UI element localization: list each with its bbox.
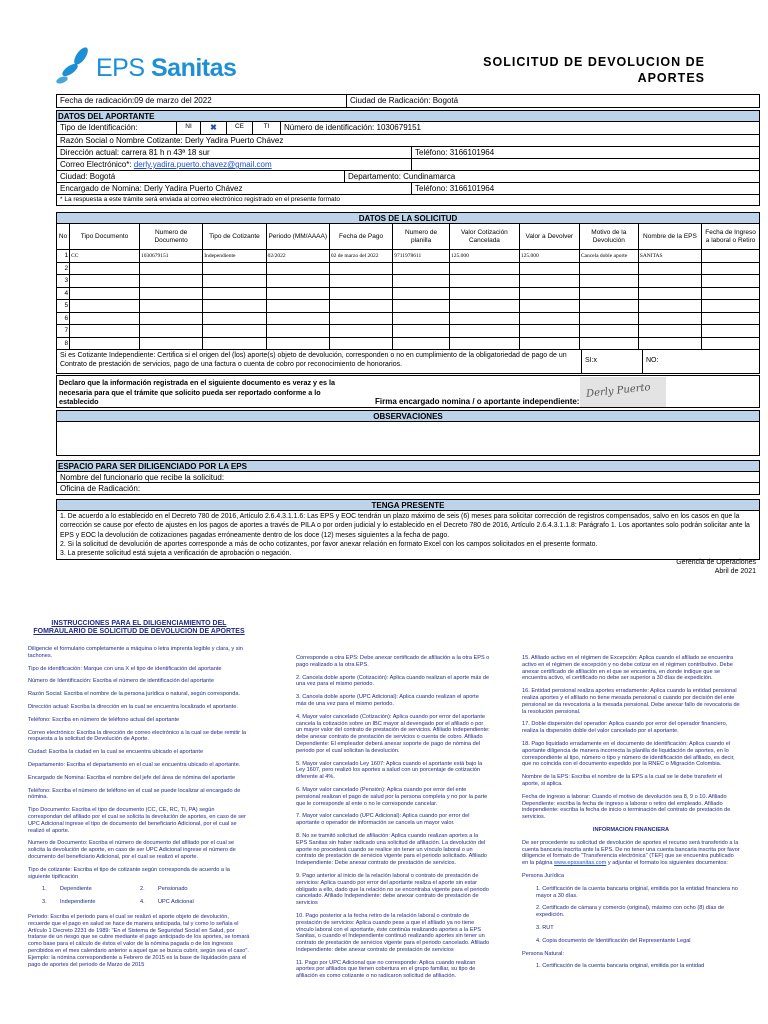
instruction-paragraph: Dirección actual: Escriba la dirección en la cual se encuentra localizado el aportante. [28, 703, 238, 710]
declaracion-text: Declaro que la información registrada en el siguiente documento es veraz y es la necesaria para que el trámite que solicito pueda ser reportado conforme a lo establecido [59, 378, 336, 406]
instruction-paragraph: Teléfono: Escriba en número de teléfono actual del aportante [28, 716, 180, 723]
table-cell-cotizante[interactable] [203, 275, 266, 288]
radicacion-box [56, 94, 760, 108]
table-cell-ingreso[interactable] [702, 325, 760, 338]
table-cell-tipo[interactable]: CC [70, 250, 140, 263]
table-cell-tipo[interactable] [70, 262, 140, 275]
table-cell-fecha[interactable] [329, 287, 392, 300]
table-cell-no: 3 [57, 275, 70, 288]
table-cell-periodo[interactable] [266, 275, 329, 288]
table-cell-eps[interactable] [638, 337, 701, 350]
firma-label: Firma encargado nomina / o aportante independiente: [375, 397, 580, 406]
tipo-cotizante-item: 2. [140, 886, 145, 893]
instruction-paragraph: 9. Pago anterior al inicio de la relación laboral o contrato de prestación de servicios: Aplica cuando por error del aportante realiza el aporte sin estar obligado a ello, dado que la relación no se encontraba vigente para el periodo cancelado. Afiliado Independiente: debe anexar contrato de prestación de servicios [296, 872, 489, 907]
tipo-cotizante-item: Independiente [60, 899, 96, 906]
instruction-paragraph: 11. Pago por UPC Adicional que no corresponde: Aplica cuando realizan aportes por afiliados que tienen cobertura en el grupo familiar, su tipo de afiliación es como cotizante o no radicaron solicitud de afiliación. [296, 959, 476, 980]
table-cell-periodo[interactable] [266, 287, 329, 300]
table-cell-motivo[interactable] [579, 287, 638, 300]
tenga-presente-box [56, 499, 760, 560]
instruction-paragraph: Corresponde a otra EPS: Debe anexar certificado de afiliación a la otra EPS o pago realizado a la otra EPS. [296, 655, 490, 668]
instrucciones-title: INSTRUCCIONES PARA EL DILIGENCIAMIENTO DEL FOMRAULARIO DE SOLICITUD DE DEVOLUCIÓN DE APORTES [33, 620, 245, 635]
instruction-paragraph: 4. Mayor valor cancelado (Cotización): Aplica cuando por error del aportante cancela la cotización sobre un IBC mayor al devengado por el afiliado o por un mayor valor del contrato de prestación de servicios. Afiliado Independiente: debe anexar contrato de prestación de servicios o cuenta de cobro. Afiliado Dependiente: El empleador deberá anexar soporte de pago de nómina del periodo por el cual solicitan la devolución. [296, 713, 490, 754]
instruction-paragraph: 2. Certificado de cámara y comercio (original), máximo con ocho (8) días de expedición. [536, 905, 725, 919]
table-cell-tipo[interactable] [70, 337, 140, 350]
table-cell-no: 6 [57, 312, 70, 325]
table-cell-fecha[interactable] [329, 337, 392, 350]
tenga-presente-header: TENGA PRESENTE [57, 500, 759, 511]
table-cell-no: 4 [57, 287, 70, 300]
instruction-paragraph: Departamento: Escriba el departamento en el cual se encuentra ubicado el aportante. [28, 761, 241, 768]
instruction-paragraph: Teléfono: Escriba el número de teléfono en el cual se puede localizar al encargado de nómina. [28, 787, 241, 801]
tipo-cotizante-item: UPC Adicional [158, 899, 194, 906]
instruction-paragraph: Tipo Documento: Escriba el tipo de documento (CC, CE, RC, TI, PA) según correspondan del afiliado por el cual se solicita la devolución de aportes, en caso de ser UPC Adicional ingrese el tipo de documento del beneficiario Adicional, por el cual se realizó el aporte. [28, 807, 246, 834]
instruction-paragraph: Encargado de Nomina: Escriba el nombre del jefe del área de nómina del aportante [28, 774, 236, 781]
instruction-paragraph: 3. Cancela doble aporte (UPC Adicional): Aplica cuando realizan el aporte más de una vez para el mismo periodo. [296, 694, 479, 707]
table-cell-valor_cot[interactable] [449, 325, 519, 338]
table-row [57, 312, 760, 325]
table-cell-ingreso[interactable] [702, 275, 760, 288]
tipo-cotizante-item: 4. [140, 899, 145, 906]
instruction-paragraph: Tipo de identificación: Marque con una X el tipo de identificación del aportante [28, 665, 222, 672]
table-cell-numero[interactable] [139, 312, 202, 325]
table-cell-fecha[interactable] [329, 300, 392, 313]
table-cell-cotizante[interactable]: Independiente [203, 250, 266, 263]
table-cell-planilla[interactable] [393, 287, 450, 300]
table-cell-cotizante[interactable] [203, 287, 266, 300]
instrucciones-col3 [522, 655, 740, 976]
table-cell-planilla[interactable]: 9711978611 [393, 250, 450, 263]
numero-identificacion[interactable]: Número de identificación: 1030679151 [284, 123, 421, 132]
table-cell-planilla[interactable] [393, 337, 450, 350]
column-header: Tipo Documento [70, 224, 140, 250]
table-cell-ingreso[interactable] [702, 262, 760, 275]
table-cell-numero[interactable] [139, 300, 202, 313]
ciudad-radicacion[interactable]: Ciudad de Radicación: Bogotá [350, 96, 459, 105]
table-row [57, 250, 760, 263]
table-row [57, 300, 760, 313]
column-header: No [57, 224, 70, 250]
table-cell-cotizante[interactable] [203, 300, 266, 313]
table-cell-valor_dev[interactable] [519, 287, 579, 300]
column-header: Valor Cotización Cancelada [449, 224, 519, 250]
table-cell-ingreso[interactable] [702, 300, 760, 313]
table-cell-valor_dev[interactable] [519, 337, 579, 350]
instruction-paragraph: Ciudad: Escriba la ciudad en la cual se encuentra ubicado el aportante [28, 749, 204, 756]
table-cell-motivo[interactable] [579, 325, 638, 338]
razon-social[interactable]: Razón Social o Nombre Cotizante: Derly Yadira Puerto Chávez [60, 136, 284, 145]
table-cell-periodo[interactable] [266, 337, 329, 350]
independiente-row [56, 350, 760, 374]
table-cell-motivo[interactable]: Cancela doble aporte [579, 250, 638, 263]
aportante-header: DATOS DEL APORTANTE [57, 111, 759, 122]
gerencia: Gerencia de Operaciones [676, 559, 756, 566]
table-cell-planilla[interactable] [393, 312, 450, 325]
form-title: SOLICITUD DE DEVOLUCION DE APORTES [483, 55, 705, 85]
table-cell-eps[interactable] [638, 275, 701, 288]
tenga-p1: 1. De acuerdo a lo establecido en el Decreto 780 de 2016, Artículo 2.6.4.3.1.1.6: Las EPS y EOC tendrán un plazo máximo de seis (6) meses para solicitar corrección de registros compensados, salvo en los casos en que la corrección se cause por efecto de ajustes en los pagos de aportes a través de PILA o por orden judicial y lo establecido en el Decreto 780 de 2016, Artículo 2.6.4.3.1.1.8: Parágrafo 1. Los aportantes solo podrán solicitar ante la EPS y EOC la devolución de cotizaciones pagadas erróneamente dentro de los doce (12) meses siguientes a la fecha de pago. [60, 513, 750, 539]
independiente-text: Si es Cotizante Independiente: Certifica si el origen del (los) aporte(s) objeto de devolución, corresponden o no en cumplimiento de la obligatoriedad de pago de un Contrato de prestación de servicios, pago de una factura o cuenta de cobro por reconocimiento de honorarios. [57, 350, 582, 373]
instrucciones-col2 [296, 655, 490, 986]
table-cell-ingreso[interactable] [702, 312, 760, 325]
oficina-field[interactable]: Oficina de Radicación: [60, 484, 141, 493]
column-header: Fecha de Pago [329, 224, 392, 250]
table-cell-tipo[interactable] [70, 287, 140, 300]
table-cell-valor_dev[interactable] [519, 325, 579, 338]
instruction-paragraph: 17. Doble dispersión del operador: Aplica cuando por error del operador financiero, realiza la dispersión doble del valor cancelado por el aportante. [522, 721, 728, 735]
table-cell-valor_cot[interactable] [449, 300, 519, 313]
column-header: Nombre de la EPS [638, 224, 701, 250]
table-cell-eps[interactable] [638, 312, 701, 325]
table-cell-periodo[interactable] [266, 312, 329, 325]
instrucciones-col1 [28, 620, 250, 974]
instruction-paragraph: 5. Mayor valor cancelado Ley 1607: Aplica cuando el aportante está bajo la Ley 1607, pero realizó los aportes a salud con un porcentaje de cotización diferente al 4%. [296, 760, 483, 781]
table-cell-numero[interactable] [139, 262, 202, 275]
signature-image [580, 377, 666, 407]
table-cell-no: 7 [57, 325, 70, 338]
table-cell-periodo[interactable] [266, 325, 329, 338]
column-header: Motivo de la Devolución [579, 224, 638, 250]
logo-text: EPS Sanitas [96, 54, 237, 82]
observaciones-box [56, 410, 760, 456]
telefono-encargado[interactable]: Teléfono: 3166101964 [415, 184, 495, 193]
tipos-cotizante-list [42, 886, 250, 906]
instruction-paragraph: 2. Cancela doble aporte (Cotización): Aplica cuando realizan el aporte más de una vez para el mismo periodo. [296, 674, 490, 688]
instruction-paragraph: Nombre de la EPS: Escriba el nombre de la EPS a la cual se le debe transferir el aporte, si aplica. [522, 774, 723, 787]
eps-space-box [56, 460, 760, 495]
instruction-paragraph: Razón Social: Escriba el nombre de la persona jurídica o natural, según corresponda. [28, 691, 241, 698]
table-row [57, 275, 760, 288]
table-cell-cotizante[interactable] [203, 325, 266, 338]
financiera-title: INFORMACION FINANCIERA [592, 826, 670, 833]
opt-ni[interactable]: NI [177, 122, 201, 134]
nota-correo: * La respuesta a este trámite será enviada al correo electrónico registrado en el presente formato [60, 196, 341, 203]
instruction-paragraph: Tipo de cotizante: Escriba el tipo de cotizante según corresponda de acuerdo a la siguiente tipificación [28, 866, 230, 880]
correo-link[interactable]: derly.yadira.puerto.chavez@gmail.com [133, 160, 272, 169]
column-header: Periodo (MM/AAAA) [266, 224, 329, 250]
table-row [57, 262, 760, 275]
telefono[interactable]: Teléfono: 3166101964 [415, 148, 495, 157]
signature-stroke: Derly Puerto [585, 382, 652, 400]
instruction-paragraph: Fecha de ingreso a laborar: Cuando el motivo de devolución sea 8, 9 o 10. Afiliado Dependiente: escriba la fecha de ingreso a laborar o retiro del empleado. Afiliado independiente: escriba la fecha de inicio o terminación del contrato de prestación de servicios. [522, 793, 731, 821]
table-cell-planilla[interactable] [393, 275, 450, 288]
table-cell-eps[interactable]: SANITAS [638, 250, 701, 263]
table-cell-valor_dev[interactable] [519, 262, 579, 275]
table-cell-planilla[interactable] [393, 262, 450, 275]
tipo-cotizante-item: Dependiente [60, 886, 92, 893]
instruction-paragraph: 18. Pago liquidado erradamente en el documento de identificación: Aplica cuando el aportante diligencia de manera incorrecta la planilla de liquidación de aportes, en lo correspondiente al tipo, número o tipo y número de identificación del afiliado, es decir, que no coincida con el documento expedido por la RNEC o Migración Colombia. [522, 740, 735, 768]
instruction-paragraph: 6. Mayor valor cancelado (Pensión): Aplica cuando por error del ente pensional realizan el pago de salud por la persona completa y no por la parte que le corresponde al ente o no le corresponde cancelar. [296, 786, 488, 807]
table-cell-eps[interactable] [638, 262, 701, 275]
datos-solicitud [56, 212, 760, 374]
table-cell-motivo[interactable] [579, 312, 638, 325]
correo-electronico[interactable]: Correo Electrónico*: derly.yadira.puerto.chavez@gmail.com [57, 159, 412, 170]
tipo-cotizante-item: 3. [42, 899, 47, 906]
direccion[interactable]: Dirección actual: carrera 81 h n 43ª 18 sur [57, 147, 412, 158]
table-cell-ingreso[interactable] [702, 287, 760, 300]
instruction-paragraph: 16. Entidad pensional realiza aportes erradamente: Aplica cuando la entidad pensional realiza aportes y el afiliado no tiene mesada pensional o cuando por decisión del ente pensional se da revocatoria a la mesada pensional. Debe anexar fallo de revocatoria de la resolución pensional. [522, 688, 740, 715]
fecha-radicacion[interactable]: Fecha de radicación:09 de marzo del 2022 [57, 95, 347, 107]
declaracion-box [56, 375, 760, 408]
opt-ti[interactable]: TI [253, 122, 281, 134]
column-header: Valor a Devolver [519, 224, 579, 250]
table-row [57, 325, 760, 338]
no-option[interactable]: NO: [646, 357, 659, 364]
table-cell-tipo[interactable] [70, 312, 140, 325]
observaciones-header: OBSERVACIONES [57, 411, 759, 422]
table-cell-tipo[interactable] [70, 325, 140, 338]
si-option[interactable]: SI:x [582, 350, 643, 373]
table-cell-numero[interactable] [139, 287, 202, 300]
table-cell-valor_dev[interactable] [519, 275, 579, 288]
table-cell-periodo[interactable] [266, 262, 329, 275]
table-cell-no: 2 [57, 262, 70, 275]
selected-x-mark-icon[interactable]: ✖ [201, 122, 227, 134]
tipo-cotizante-item: Pensionado [158, 886, 188, 893]
table-cell-fecha[interactable] [329, 275, 392, 288]
persona-natural: Persona Natural: [522, 950, 564, 957]
table-cell-valor_cot[interactable] [449, 337, 519, 350]
table-cell-numero[interactable]: 1030679151 [139, 250, 202, 263]
solicitud-columns [57, 224, 760, 250]
table-row [57, 287, 760, 300]
table-cell-fecha[interactable] [329, 312, 392, 325]
ciudad[interactable]: Ciudad: Bogotá [57, 171, 345, 182]
datos-aportante [56, 110, 760, 206]
funcionario-field[interactable]: Nombre del funcionario que recibe la solicitud: [60, 473, 225, 482]
financiera-text: De ser procedente su solicitud de devolución de aportes el recurso será transferido a la cuenta bancaria inscrita ante la EPS. De no tener una cuenta bancaria inscrita por favor diligencie el formato de "Transferencia electrónica" (TEF) que se encuentra publicado en la página www.epssanitas.com y adjuntar el formato los siguientes documentos: [522, 839, 740, 867]
table-cell-motivo[interactable] [579, 300, 638, 313]
table-cell-valor_cot[interactable]: 125.000 [449, 250, 519, 263]
instruction-paragraph: 4. Copia documento de Identificación del Representante Legal [536, 937, 691, 944]
table-cell-valor_cot[interactable] [449, 287, 519, 300]
table-cell-tipo[interactable] [70, 275, 140, 288]
instruction-paragraph: Periodo: Escriba el periodo para el cual se realizó el aporte objeto de devolución, recuerde que el pago en salud se hace de manera anticipada, tal y como lo señala el Artículo 1 Decreto 2231 de 1989: "En el Sistema de Seguridad Social en Salud, por tratarse de un riesgo que se cubre mediante el pago anticipado de los aportes, se tomará como base para el cálculo de éstos el valor de la nómina pagada o de los ingresos percibidos en el mes calendario anterior a aquel que se busca cubrir, según sea el caso". Ejemplo: la nómina correspondiente a Febrero de 2015 es la base de liquidación para el pago de aportes del periodo de Marzo de 2015 [28, 913, 250, 968]
table-cell-cotizante[interactable] [203, 262, 266, 275]
table-cell-valor_dev[interactable] [519, 300, 579, 313]
table-cell-ingreso[interactable] [702, 337, 760, 350]
table-cell-numero[interactable] [139, 337, 202, 350]
observaciones-field[interactable] [57, 422, 759, 455]
solicitud-header: DATOS DE LA SOLICITUD [56, 212, 760, 223]
table-cell-eps[interactable] [638, 300, 701, 313]
footer-fecha: Abril de 2021 [714, 568, 756, 575]
column-header: Fecha de Ingreso a laboral o Retiro [702, 224, 760, 250]
table-cell-periodo[interactable]: 02/2022 [266, 250, 329, 263]
table-cell-no: 5 [57, 300, 70, 313]
table-cell-motivo[interactable] [579, 262, 638, 275]
solicitud-table [56, 223, 760, 350]
table-cell-valor_cot[interactable] [449, 312, 519, 325]
persona-juridica: Persona Jurídica [522, 872, 564, 879]
table-cell-no: 1 [57, 250, 70, 263]
table-cell-valor_dev[interactable]: 125.000 [519, 250, 579, 263]
table-row [57, 337, 760, 350]
table-cell-planilla[interactable] [393, 300, 450, 313]
tipo-id-label: Tipo de Identificación: [57, 122, 177, 134]
instruction-paragraph: Numero de Documento: Escriba el número de documento del afiliado por el cual se solicita la devolución de aporte, en caso de ser UPC Adicional ingrese el número de documento del beneficiario Adicional, por el cual se realizó el aporte. [28, 840, 236, 860]
tipo-cotizante-item: 1. [42, 886, 47, 893]
instruction-paragraph: 1. Certificación de la cuenta bancaria original, emitida por la entidad financiera no mayor a 30 días. [536, 885, 738, 899]
instruction-paragraph: 10. Pago posterior a la fecha retiro de la relación laboral o contrato de prestación de servicios: Aplica cuando pese a que el afiliado ya no tiene vínculo laboral con el aportante, éste continúa realizando aportes a la EPS Sanitas, o cuando el Independiente continuó realizando aportes sin tener un contrato de prestación de servicios vigente para el periodo cancelado. Afiliado Independiente: debe anexar contrato de prestación de servicios [296, 912, 490, 953]
table-cell-valor_cot[interactable] [449, 262, 519, 275]
instruction-paragraph: Diligencie el formulario completamente a máquina o letra imprenta legible y clara, y sin tachones. [28, 646, 243, 659]
table-cell-valor_cot[interactable] [449, 275, 519, 288]
column-header: Numero de planilla [393, 224, 450, 250]
instruction-paragraph: 3. RUT [536, 924, 554, 931]
instruction-paragraph: 8. No se tramitó solicitud de afiliación: Aplica cuando realizan aportes a la EPS Sanitas sin haber radicado una solicitud de afiliación. La devolución del aporte no procederá cuando se realice sin tener un vínculo laboral o un contrato de prestación de servicios vigente para el periodo solicitado. Afiliado Independiente: Debe anexar contrato de prestación de servicios. [296, 832, 487, 867]
table-cell-fecha[interactable] [329, 262, 392, 275]
table-cell-periodo[interactable] [266, 300, 329, 313]
column-header: Tipo de Cotizante [203, 224, 266, 250]
instruction-paragraph: 1. Certificación de la cuenta bancaria original, emitida por la entidad [536, 963, 705, 970]
footer [560, 558, 756, 576]
eps-space-header: ESPACIO PARA SER DILIGENCIADO POR LA EPS [57, 461, 759, 472]
table-cell-ingreso[interactable] [702, 250, 760, 263]
table-cell-tipo[interactable] [70, 300, 140, 313]
table-cell-cotizante[interactable] [203, 337, 266, 350]
instruction-paragraph: 15. Afiliado activo en el régimen de Excepción: Aplica cuando el afiliado se encuentra activo en el régimen de excepción y no debe cotizar en el régimen contributivo. Debe anexar certificado de afiliación en el que se encuentra, en donde indique que se encuentra activo, el certificado no debe ser superior a 30 días de expedición. [522, 655, 734, 682]
column-header: Numero de Documento [139, 224, 202, 250]
table-cell-planilla[interactable] [393, 325, 450, 338]
table-cell-eps[interactable] [638, 287, 701, 300]
table-cell-cotizante[interactable] [203, 312, 266, 325]
encargado-nomina[interactable]: Encargado de Nomina: Derly Yadira Puerto Chávez [57, 183, 412, 194]
table-cell-numero[interactable] [139, 325, 202, 338]
table-cell-valor_dev[interactable] [519, 312, 579, 325]
departamento[interactable]: Departamento: Cundinamarca [348, 172, 456, 181]
instruction-paragraph: 7. Mayor valor cancelado (UPC Adicional): Aplica cuando por error del aportante o operador de información se cancela un mayor valor. [296, 813, 470, 827]
table-cell-eps[interactable] [638, 325, 701, 338]
table-cell-motivo[interactable] [579, 275, 638, 288]
opt-ce[interactable]: CE [227, 122, 253, 134]
table-cell-numero[interactable] [139, 275, 202, 288]
tenga-p2: 2. Si la solicitud de devolución de aportes corresponde a más de ocho cotizantes, por favor anexar relación en formato Excel con los campos solicitados en el presente formato. [60, 540, 598, 548]
tenga-p3: 3. La presente solicitud está sujeta a verificación de aprobación o negación. [60, 550, 292, 558]
instruction-paragraph: Correo electrónico: Escriba la dirección de correo electrónico a la cual se debe remitir la respuesta a la solicitud de Devolución de Aporte. [28, 729, 246, 743]
epssanitas-link[interactable]: www.epssanitas.com [554, 860, 607, 867]
table-cell-fecha[interactable]: 02 de marzo del 2022 [329, 250, 392, 263]
table-cell-no: 8 [57, 337, 70, 350]
instruction-paragraph: Número de Identificación: Escriba el número de identificación del aportante [28, 678, 214, 685]
table-cell-motivo[interactable] [579, 337, 638, 350]
table-cell-fecha[interactable] [329, 325, 392, 338]
